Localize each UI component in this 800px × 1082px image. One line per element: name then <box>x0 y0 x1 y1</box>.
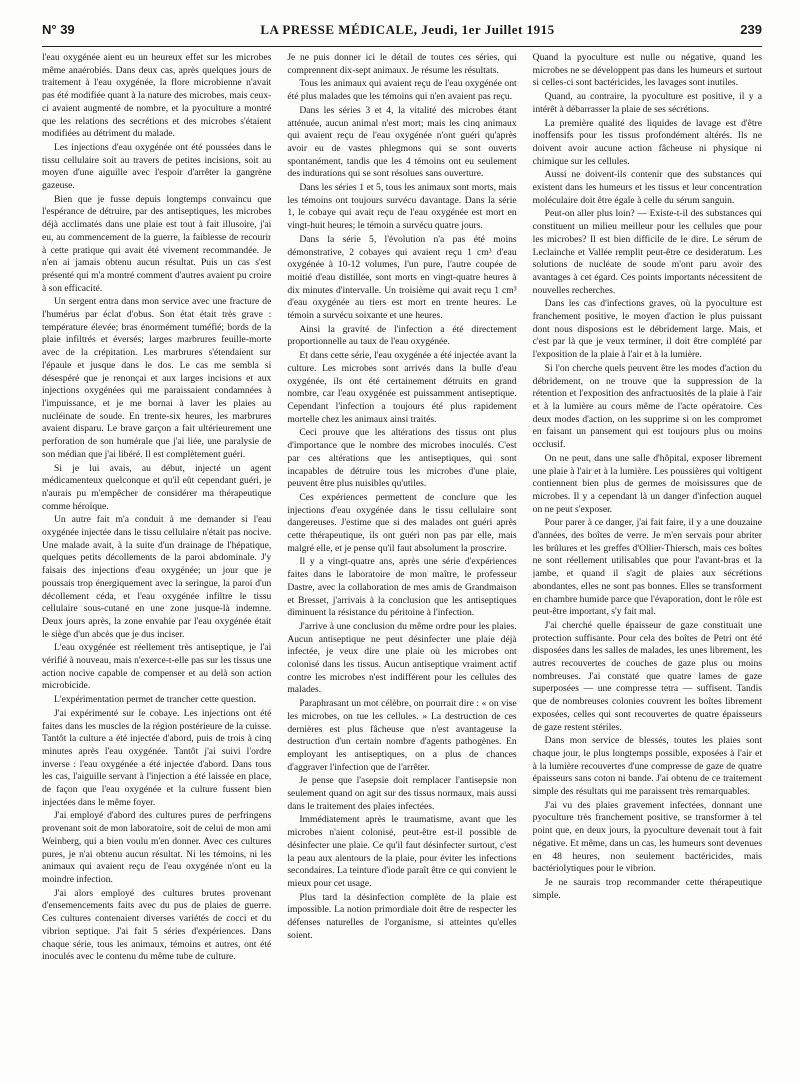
text-column-3 <box>533 52 762 1074</box>
paragraph: Paraphrasant un mot célèbre, on pourrait dire : « on vise les microbes, on tue les cellules. » La destruction de ces dernières est plus fâcheuse que n'est avantageuse la destruction d'un certain nombre d'agents pathogènes. En employant les antiseptiques, on a plus de chances d'aggraver l'infection que de l'arrêter. <box>287 698 517 773</box>
journal-title-line <box>260 22 554 38</box>
paragraph: Bien que je fusse depuis longtemps convaincu que l'espérance de détruire, par des antiseptiques, les microbes déjà acclimatés dans une plaie est tout à fait illusoire, j'ai eu, au commencement de la guerre, la faiblesse de recourir à cette pratique qui avait été vivement recommandée. Je n'en ai jamais obtenu aucun résultat. Puis un cas s'est présenté qui m'a montré comment d'autres avaient pu croire à son efficacité. <box>42 193 272 294</box>
issue-date: Jeudi, 1er Juillet 1915 <box>421 22 555 37</box>
paragraph: J'ai vu des plaies gravement infectées, donnant une pyoculture très franchement positive, se transformer à tel point que, en deux jours, la pyoculture devenait tout à fait négative. Et même, dans un cas, les humeurs sont devenues en 48 heures, non seulement bactéricides, mais bactériolytiques pour le vibrion. <box>532 799 762 875</box>
page-number: 239 <box>740 22 762 37</box>
paragraph: Je ne saurais trop recommander cette thérapeutique simple. <box>532 877 762 901</box>
paragraph: Dans mon service de blessés, toutes les plaies sont chaque jour, le plus longtemps possible, exposées à l'air et à la lumière recouvertes d'une compresse de gaze de quatre épaisseurs sans coton ni bande. J'ai obtenu de ce traitement simple des résultats qui me paraissent très remarquables. <box>532 735 762 798</box>
paragraph: Un sergent entra dans mon service avec une fracture de l'humérus par éclat d'obus. Son état était très grave : température élevée; bras énormément tuméfié; bords de la plaie infiltrés et éversés; larges marbrures feuille-morte avec de la crépitation. Les marbrures s'étendaient sur l'épaule et jusque dans le dos. Le cas me sembla si désespéré que je renonçai et aux larges incisions et aux injections oxygénées qui me paraissaient condamnées à l'impuissance, et je me bornai à laver les plaies au nucléinate de soude. En trente-six heures, les marbrures avaient disparu. Le brave garçon a fait ultérieurement une perforation de son humérale que j'ai liée, une paralysie de son médian que j'ai libéré. Il est complètement guéri. <box>42 296 272 460</box>
paragraph: Quand la pyoculture est nulle ou négative, quand les microbes ne se développent pas dans les humeurs et surtout si celles-ci sont bactéricides, les lavages sont inutiles. <box>532 52 762 89</box>
paragraph: Je ne puis donner ici le détail de toutes ces séries, qui comprennent dix-sept animaux. Je résume les résultats. <box>287 52 517 76</box>
paragraph: l'eau oxygénée aient eu un heureux effet sur les microbes même anaérobiés. Dans deux cas, après quelques jours de traitement à l'eau oxygénée, la flore microbienne n'avait pas été modifiée quant à la nature des microbes, mais ceux-ci avaient augmenté de nombre, et la pyoculture a montré que les relations des secrétions et des microbes s'étaient modifiées au détriment du malade. <box>42 52 272 140</box>
paragraph: Un autre fait m'a conduit à me demander si l'eau oxygénée injectée dans le tissu cellulaire n'était pas nocive. Une malade avait, à la suite d'un drainage de l'hépatique, quelques petits décollements de la paroi abdominale. J'y faisais des injections d'eau oxygénée; un jour que je poussais trop énergiquement avec la seringue, la paroi d'un décollement céda, et l'eau oxygénée infiltre le tissu cellulaire sous-cutané en une zone jusque-là indemne. Deux jours après, la zone envahie par l'eau oxygénée était le siège d'un abcès que je dus inciser. <box>42 514 272 640</box>
paragraph: Quand, au contraire, la pyoculture est positive, il y a intérêt à débarrasser la plaie de ses sécrétions. <box>532 91 762 115</box>
paragraph: Dans la série 5, l'évolution n'a pas été moins démonstrative, 2 cobayes qui avaient reçu 1 cm³ d'eau oxygénée à 10-12 volumes, l'un pure, l'autre coupée de moitié d'eau distillée, sont morts en vingt-quatre heures à dix minutes d'intervalle. Un troisième qui avait reçu 1 cm³ d'eau oxygénée au tiers est mort en trente heures. Le témoin a survécu soixante et une heures. <box>287 233 517 322</box>
paragraph: J'ai cherché quelle épaisseur de gaze constituait une protection suffisante. Pour cela des boîtes de Petri ont été disposées dans les salles de malades, les unes librement, les autres recouvertes de couches de gaze plus ou moins nombreuses. J'ai constaté que quatre lames de gaze superposées — une compresse tetra — suffisent. Tandis que de nombreuses colonies couvrent les boîtes librement exposées, celles qui sont recouvertes de quatre épaisseurs de gaze restent stériles. <box>532 619 762 733</box>
paragraph: Ainsi la gravité de l'infection a été directement proportionnelle au taux de l'eau oxygénée. <box>287 323 517 348</box>
paragraph: Les injections d'eau oxygénée ont été poussées dans le tissu cellulaire soit au travers de petites incisions, soit au moyen d'une aiguille avec l'espoir d'arrêter la gangrène gazeuse. <box>42 141 272 192</box>
paragraph: La première qualité des liquides de lavage est d'être inoffensifs pour les tissus profondément altérés. Ils ne doivent avoir aucune action fâcheuse ni physique ni chimique sur les cellules. <box>532 117 762 167</box>
paragraph: Dans les séries 3 et 4, la vitalité des microbes étant atténuée, aucun animal n'est mort; mais les cinq animaux qui avaient reçu de l'eau oxygénée n'ont guéri qu'après avoir eu de vastes phlegmons qui se sont ouverts spontanément, tandis que les 4 témoins ont eu seulement des indurations qui se sont résolues sans ouverture. <box>287 104 517 180</box>
issue-number: N° 39 <box>42 22 75 37</box>
page-header <box>42 22 762 47</box>
paragraph: J'ai alors employé des cultures brutes provenant d'ensemencements faits avec du pus de plaies de guerre. Ces cultures contenaient diverses variétés de cocci et du vibrion septique. J'ai fait 5 séries d'expériences. Dans chaque série, tous les animaux, témoins et autres, ont été inoculés avec le contenu du même tube de culture. <box>42 887 272 963</box>
text-column-1 <box>42 52 271 1074</box>
paragraph: Immédiatement après le traumatisme, avant que les microbes n'aient colonisé, peut-être est-il possible de désinfecter une plaie. Ce qu'il faut désinfecter surtout, c'est la peau aux alentours de la plaie, pour éviter les infections secondaires. La teinture d'iode paraît être ce qui convient le mieux pour cet usage. <box>287 814 517 889</box>
paragraph: L'expérimentation permet de trancher cette question. <box>54 694 257 706</box>
paragraph: Pour parer à ce danger, j'ai fait faire, il y a une douzaine d'années, des boîtes de verre. Je m'en servais pour abriter les brûlures et les greffes d'Ollier-Thiersch, mais ces boîtes ne sont réellement utilisables que pour l'avant-bras et la jambe, et quand il s'agit de plaies aux sécrétions abondantes, elles ne sont pas bonnes. Elles se transforment en chambre humide parce que l'évaporation, dont le rôle est peut-être important, s'y fait mal. <box>532 517 762 618</box>
paragraph: On ne peut, dans une salle d'hôpital, exposer librement une plaie à l'air et à la lumière. Les poussières qui voltigent contiennent bien plus de germes de moisissures que de microbes. Il y a cependant là un danger d'infection auquel on ne peut s'exposer. <box>532 452 762 515</box>
journal-title: LA PRESSE MÉDICALE, <box>260 22 418 37</box>
paragraph: Il y a vingt-quatre ans, après une série d'expériences faites dans le laboratoire de mon maître, le professeur Dastre, avec la collaboration de mes amis de Grandmaison et Bresset, j'arrivais à la conclusion que les antiseptiques diminuent la résistance du péritoine à l'infection. <box>287 556 517 619</box>
article-body <box>42 52 762 1074</box>
paragraph: Peut-on aller plus loin? — Existe-t-il des substances qui constituent un milieu meilleur pour les cellules que pour les microbes? Il est bien difficile de le dire. Le sérum de Leclainche et Vallée remplit peut-être ce desideratum. Les solutions de nucléate de soude m'ont paru avoir des avantages à cet égard. Ces points importants nécessitent de nouvelles recherches. <box>532 208 762 296</box>
paragraph: L'eau oxygénée est réellement très antiseptique, je l'ai vérifié à nouveau, mais n'exerce-t-elle pas sur les tissus une action nocive capable de compenser et au delà son action microbicide. <box>42 642 272 692</box>
paragraph: Dans les séries 1 et 5, tous les animaux sont morts, mais les témoins ont toujours survécu davantage. Dans la série 1, le cobaye qui avait reçu de l'eau oxygénée est mort en vingt-huit heures; le témoin a survécu quatre jours. <box>287 182 517 232</box>
paragraph: Ceci prouve que les altérations des tissus ont plus d'importance que le nombre des microbes inoculés. C'est par ces altérations que les antiseptiques, qui sont incapables de détruire tous les microbes d'une plaie, peuvent être plus nuisibles qu'utiles. <box>287 427 517 490</box>
paragraph: J'ai employé d'abord des cultures pures de perfringens provenant soit de mon laboratoire, soit de celui de mon ami Weinberg, qui a bien voulu m'en donner. Avec ces cultures pures, je n'ai obtenu aucun résultat. Ni les témoins, ni les animaux qui avaient reçu de l'eau oxygénée n'ont eu la moindre infection. <box>42 810 272 885</box>
paragraph: Plus tard la désinfection complète de la plaie est impossible. La notion primordiale doit être de respecter les défenses naturelles de l'organisme, si atteintes qu'elles soient. <box>287 891 517 941</box>
paragraph: Si l'on cherche quels peuvent être les modes d'action du débridement, on ne trouve que la suppression de la rétention et l'exposition des anfractuosités de la plaie à l'air et à la lumière au cours même de l'acte opératoire. Ces deux modes d'action, on les supprime si on les compromet en faisant un pansement qui est toujours plus ou moins occlusif. <box>532 362 762 451</box>
paragraph: J'ai expérimenté sur le cobaye. Les injections ont été faites dans les muscles de la région postérieure de la cuisse. Tantôt la culture a été injectée d'abord, puis de trois à cinq minutes après l'eau oxygénée. Tantôt j'ai suivi l'ordre inverse : l'eau oxygénée a été injectée d'abord. Dans tous les cas, l'aiguille servant à l'injection a été laissée en place, de façon que l'eau oxygénée et la culture fussent bien injectées dans le même foyer. <box>42 707 272 808</box>
paragraph: Je pense que l'asepsie doit remplacer l'antisepsie non seulement quand on agit sur des tissus normaux, mais aussi dans le traitement des plaies infectées. <box>287 775 517 812</box>
paragraph: Aussi ne doivent-ils contenir que des substances qui existent dans les humeurs et les tissus et leur concentration moléculaire doit être égale à celle du sérum sanguin. <box>532 169 762 206</box>
paragraph: Si je lui avais, au début, injecté un agent médicamenteux quelconque et qu'il eût cependant guéri, je n'aurais pu m'empêcher de considérer ma thérapeutique comme héroïque. <box>42 462 272 512</box>
paragraph: J'arrive à une conclusion du même ordre pour les plaies. Aucun antiseptique ne peut désinfecter une plaie déjà infectée, je veux dire une plaie où les microbes ont colonisé dans les tissus. Aucun antiseptique vraiment actif contre les microbes n'est indifférent pour les cellules des malades. <box>287 620 517 696</box>
paragraph: Et dans cette série, l'eau oxygénée a été injectée avant la culture. Les microbes sont arrivés dans la bulle d'eau oxygénée, ils ont été certainement détruits en grand nombre, car l'eau oxygénée est puissamment antiseptique. Cependant l'infection a toujours été plus rapidement mortelle chez les animaux ainsi traités. <box>287 350 517 425</box>
paragraph: Dans les cas d'infections graves, où la pyoculture est franchement positive, le moyen d'action le plus puissant dont nous disposions est le débridement large. Mais, et c'est par là que je veux terminer, il doit être complété par l'exposition de la plaie à l'air et à la lumière. <box>532 298 762 361</box>
text-column-2 <box>287 52 516 1074</box>
paragraph: Tous les animaux qui avaient reçu de l'eau oxygénée ont été plus malades que les témoins qui n'en avaient pas reçu. <box>287 78 517 103</box>
paragraph: Ces expériences permettent de conclure que les injections d'eau oxygénée dans le tissu cellulaire sont dangereuses. J'estime que si des malades ont guéri après cette thérapeutique, ils ont guéri non pas par elle, mais malgré elle, et je pense qu'il faut absolument la proscrire. <box>287 491 517 554</box>
